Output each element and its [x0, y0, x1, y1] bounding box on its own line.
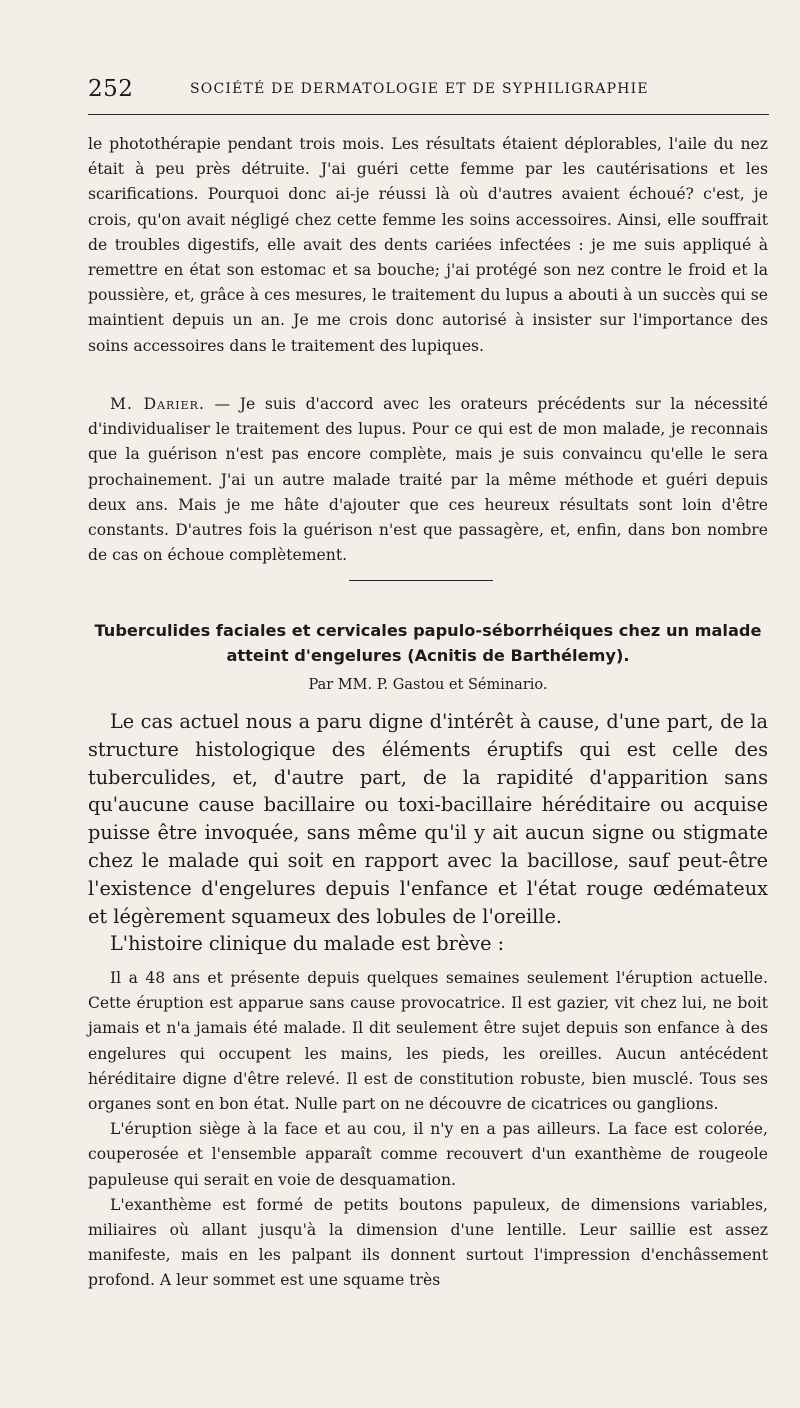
article-title: Tuberculides faciales et cervicales papulo-séborrhéiques chez un malade atteint d'engelures (Acnitis de Barthélemy). — [94, 621, 762, 665]
running-title: SOCIÉTÉ DE DERMATOLOGIE ET DE SYPHILIGRAPHIE — [190, 81, 649, 97]
discussion-paragraph-2 — [88, 392, 768, 568]
paragraph-eruption: L'éruption siège à la face et au cou, il n'y en a pas ailleurs. La face est colorée, couperosée et l'ensemble apparaît comme recouvert d'un exanthème de rougeole papuleuse qui serait en voie de desquamation. — [88, 1120, 768, 1189]
page-header — [88, 76, 768, 106]
speaker-name: M. Darier. — [110, 395, 205, 413]
paragraph-text: le photothérapie pendant trois mois. Les résultats étaient déplorables, l'aile du nez était à peu près détruite. J'ai guéri cette femme par les cautérisations et les scarifications. Pourquoi donc ai-je réussi là où d'autres avaient échoué? c'est, je crois, qu'on avait négligé chez cette femme les soins accessoires. Ainsi, elle souffrait de troubles digestifs, elle avait des dents cariées infectées : je me suis appliqué à remettre en état son estomac et sa bouche; j'ai protégé son nez contre le froid et la poussière, et, grâce à ces mesures, le traitement du lupus a abouti à un succès qui se maintient depuis un an. Je me crois donc autorisé à insister sur l'importance des soins accessoires dans le traitement des lupiques. — [88, 135, 768, 355]
paragraph-text: — Je suis d'accord avec les orateurs précédents sur la nécessité d'individualiser le traitement des lupus. Pour ce qui est de mon malade, je reconnais que la guérison n'est pas encore complète, mais je suis convaincu qu'elle le sera prochainement. J'ai un autre malade traité par la même méthode et guéri depuis deux ans. Mais je me hâte d'ajouter que ces heureux résultats sont loin d'être constants. D'autres fois la guérison n'est que passagère, et, enfin, dans bon nombre de cas on échoue complètement. — [88, 395, 768, 565]
intro-paragraph: Le cas actuel nous a paru digne d'intérêt à cause, d'une part, de la structure histologique des éléments éruptifs qui est celle des tuberculides, et, d'autre part, de la rapidité d'apparition sans qu'aucune cause bacillaire ou toxi-bacillaire héréditaire ou acquise puisse être invoquée, sans même qu'il y ait aucun signe ou stigmate chez le malade qui soit en rapport avec la bacillose, sauf peut-être l'existence d'engelures depuis l'enfance et l'état rouge œdémateux et légèrement squameux des lobules de l'oreille. — [88, 710, 768, 928]
article-authors: Par MM. P. Gastou et Séminario. — [308, 677, 548, 693]
paragraph-age: Il a 48 ans et présente depuis quelques semaines seulement l'éruption actuelle. Cette éruption est apparue sans cause provocatrice. Il est gazier, vit chez lui, ne boit jamais et n'a jamais été malade. Il dit seulement être sujet depuis son enfance à des engelures qui occupent les mains, les pieds, les oreilles. Aucun antécédent héréditaire digne d'être relevé. Il est de constitution robuste, bien musclé. Tous ses organes sont en bon état. Nulle part on ne découvre de cicatrices ou ganglions. — [88, 969, 768, 1114]
page-number: 252 — [88, 76, 134, 102]
clinical-history — [88, 966, 768, 1294]
discussion-paragraph-1 — [88, 132, 768, 359]
paragraph-exanthem: L'exanthème est formé de petits boutons papuleux, de dimensions variables, miliaires où allant jusqu'à la dimension d'une lentille. Leur saillie est assez manifeste, mais en les palpant ils donnent surtout l'impression d'enchâssement profond. A leur sommet est une squame très — [88, 1195, 768, 1290]
history-heading: L'histoire clinique du malade est brève : — [110, 932, 505, 956]
header-rule — [88, 114, 769, 115]
section-divider — [349, 580, 493, 581]
article-intro — [88, 708, 768, 958]
